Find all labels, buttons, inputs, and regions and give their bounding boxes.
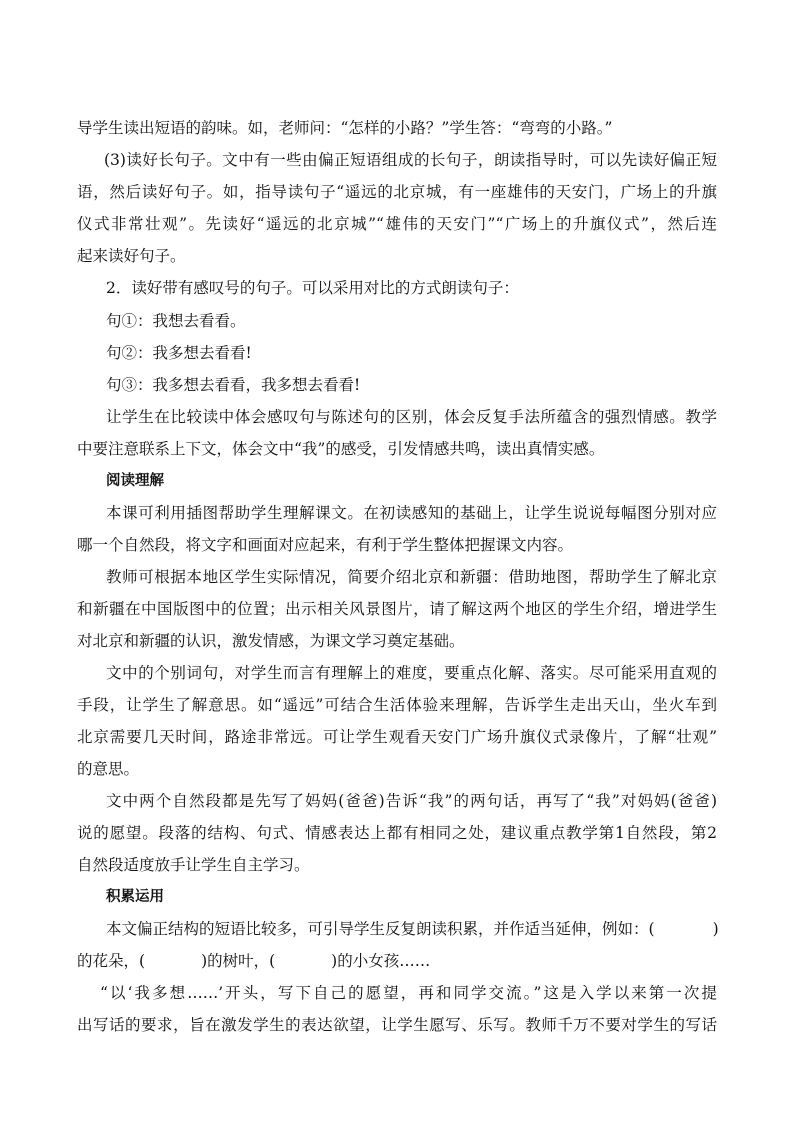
section-heading-reading: 阅读理解: [106, 473, 164, 489]
paragraph-line-with-blank: [106, 919, 717, 939]
paragraph-line: 2．读好带有感叹号的句子。可以采用对比的方式朗读句子：: [106, 279, 519, 297]
paragraph-line: 北京需要几天时间，路途非常远。可让学生观看天安门广场升旗仪式录像片，了解“壮观”: [77, 728, 717, 746]
paragraph-line: 中要注意联系上下文，体会文中“我”的感受，引发情感共鸣，读出真情实感。: [77, 440, 605, 458]
paragraph-line: 手段，让学生了解意思。如“遥远”可结合生活体验来理解，告诉学生走出天山，坐火车到: [77, 696, 717, 714]
paragraph-line: (3)读好长句子。文中有一些由偏正短语组成的长句子，朗读指导时，可以先读好偏正短: [104, 151, 717, 169]
paragraph-line: 和新疆在中国版图中的位置；出示相关风景图片，请了解这两个地区的学生介绍，增进学生: [77, 600, 717, 618]
paragraph-line: 让学生在比较读中体会感叹句与陈述句的区别，体会反复手法所蕴含的强烈情感。教学: [106, 408, 717, 426]
example-sentence: 句①：我想去看看。: [106, 312, 246, 330]
paragraph-line: 说的愿望。段落的结构、句式、情感表达上都有相同之处，建议重点教学第1自然段，第2: [77, 824, 717, 842]
example-sentence: 句③：我多想去看看，我多想去看看!: [106, 376, 361, 394]
paragraph-line: 自然段适度放手让学生自主学习。: [77, 856, 310, 874]
paragraph-line: 对北京和新疆的认识，激发情感，为课文学习奠定基础。: [77, 632, 465, 650]
example-sentence: 句②：我多想去看看!: [106, 344, 252, 362]
paragraph-line: 教师可根据本地区学生实际情况，简要介绍北京和新疆：借助地图，帮助学生了解北京: [106, 568, 717, 586]
line-text: )的小女孩……: [331, 952, 431, 970]
line-text: )的树叶，(: [201, 952, 276, 970]
paragraph-line: 出写话的要求，旨在激发学生的表达欲望，让学生愿写、乐写。教师千万不要对学生的写话: [77, 1016, 717, 1034]
line-text: 的花朵，(: [77, 952, 146, 970]
blank-close: ): [712, 920, 719, 938]
paragraph-line: 哪一个自然段，将文字和画面对应起来，有利于学生整体把握课文内容。: [77, 536, 574, 554]
paragraph-line: 起来读好句子。: [77, 247, 186, 265]
paragraph-line: 导学生读出短语的韵味。如，老师问：“怎样的小路？”学生答：“弯弯的小路。”: [77, 119, 613, 137]
paragraph-line: 的意思。: [77, 760, 140, 778]
line-text: 本文偏正结构的短语比较多，可引导学生反复朗读积累，并作适当延伸，例如：(: [106, 920, 655, 938]
paragraph-line: 仪式非常壮观”。先读好“遥远的北京城”“雄伟的天安门”“广场上的升旗仪式”，然后连: [77, 215, 717, 233]
paragraph-line: 文中两个自然段都是先写了妈妈(爸爸)告诉“我”的两句话，再写了“我”对妈妈(爸爸): [106, 792, 717, 810]
paragraph-line: 语，然后读好句子。如，指导读句子“遥远的北京城，有一座雄伟的天安门，广场上的升旗: [77, 183, 717, 201]
paragraph-line-with-blanks: [77, 951, 717, 971]
paragraph-line: 文中的个别词句，对学生而言有理解上的难度，要重点化解、落实。尽可能采用直观的: [106, 664, 717, 682]
section-heading-accumulation: 积累运用: [106, 889, 164, 905]
paragraph-line: 本课可利用插图帮助学生理解课文。在初读感知的基础上，让学生说说每幅图分别对应: [106, 504, 717, 522]
paragraph-line: “以‘我多想……’开头，写下自己的愿望，再和同学交流。”这是入学以来第一次提: [100, 984, 717, 1002]
